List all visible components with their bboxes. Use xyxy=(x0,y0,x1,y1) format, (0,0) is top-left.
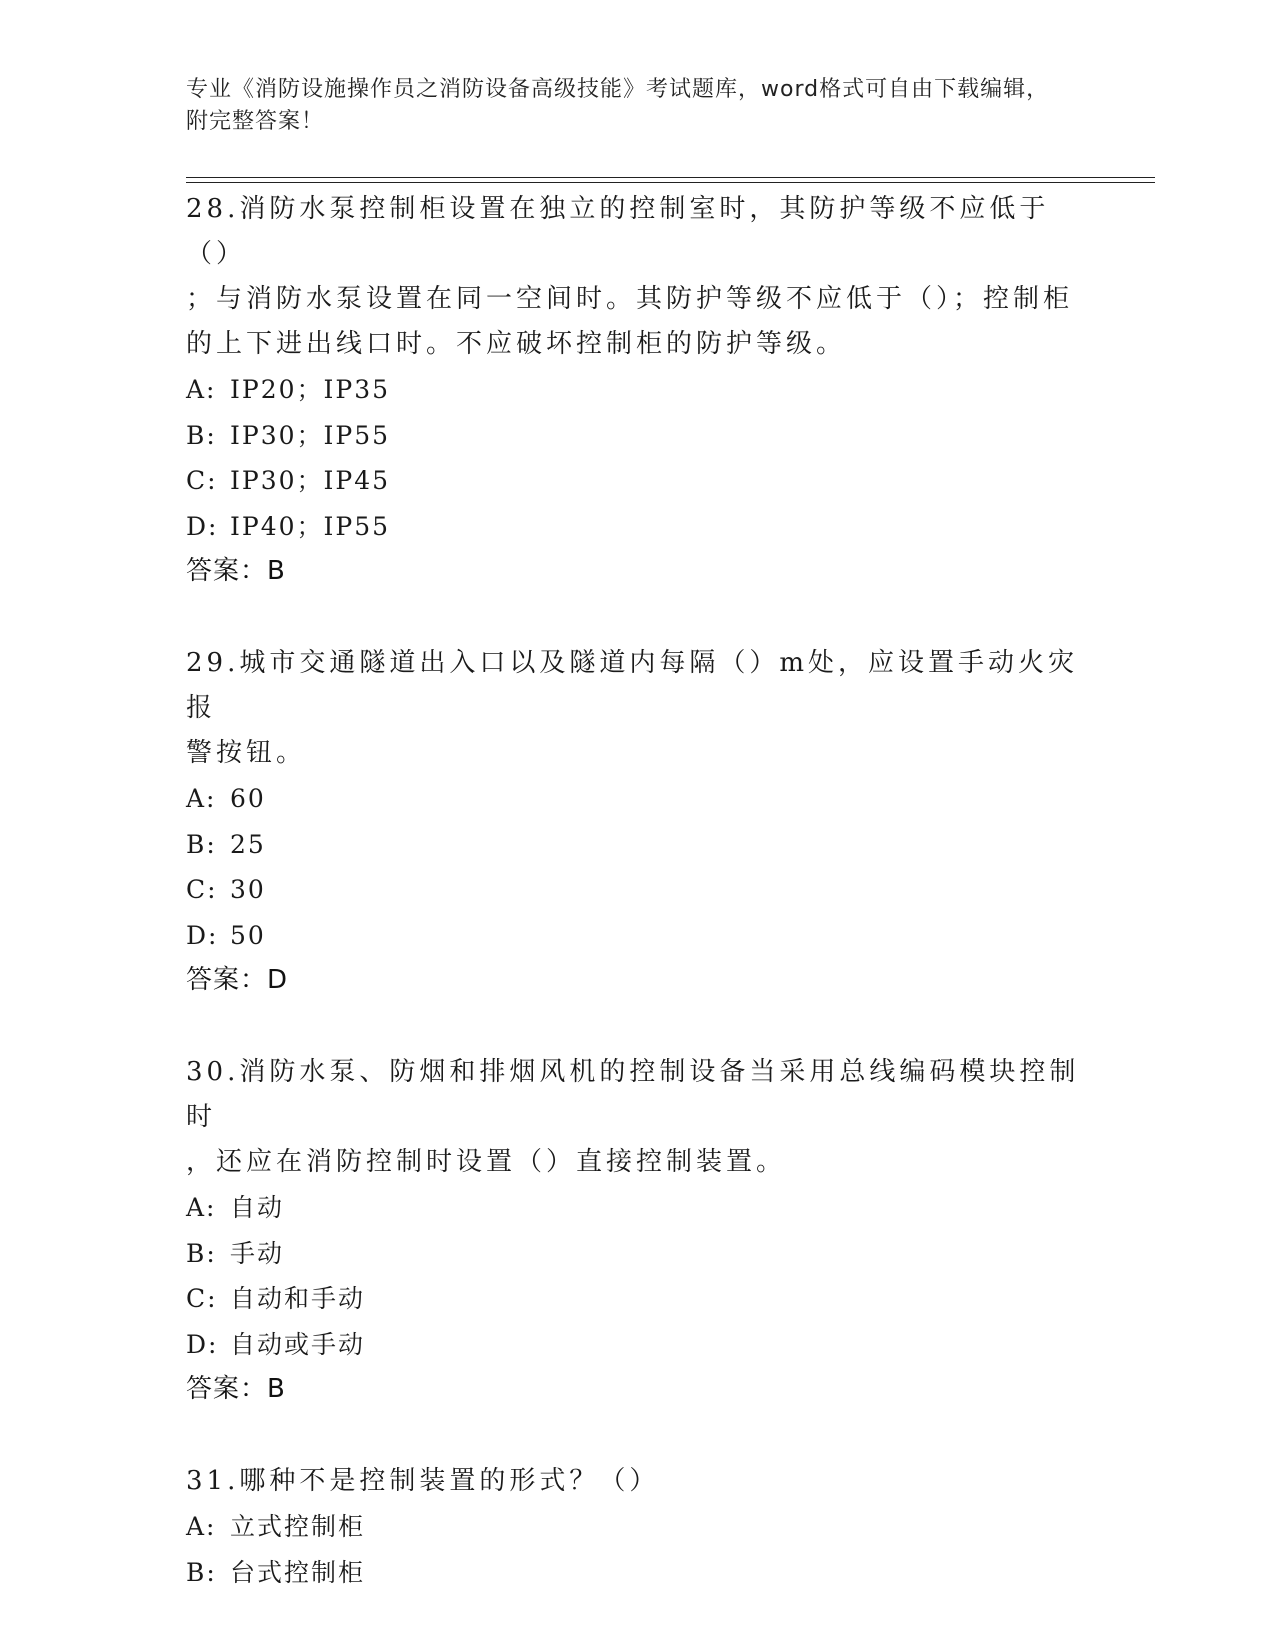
option-key: B: xyxy=(186,829,217,859)
option-key: D: xyxy=(186,511,219,541)
spacer xyxy=(186,594,1086,641)
option-text: 60 xyxy=(230,784,266,813)
option-a xyxy=(186,1185,1086,1231)
option-text: IP40；IP55 xyxy=(230,511,391,541)
option-key: B: xyxy=(186,1238,217,1268)
stem-line: 31.哪种不是控制装置的形式？（） xyxy=(186,1466,660,1496)
option-c xyxy=(186,458,1086,504)
spacer xyxy=(186,1003,1086,1050)
header-divider-top xyxy=(186,177,1155,178)
stem-line: 29.城市交通隧道出入口以及隧道内每隔（）m处，应设置手动火灾报 xyxy=(186,648,1079,723)
option-text: 台式控制柜 xyxy=(230,1557,366,1587)
option-a xyxy=(186,1504,1086,1550)
option-text: 立式控制柜 xyxy=(230,1512,366,1541)
question-30 xyxy=(186,1050,1086,1412)
option-a xyxy=(186,776,1086,822)
option-b xyxy=(186,413,1086,459)
option-d xyxy=(186,913,1086,959)
option-key: A: xyxy=(186,1512,217,1541)
question-29 xyxy=(186,641,1086,1003)
question-list xyxy=(186,187,1086,1595)
option-text: 自动 xyxy=(230,1193,285,1222)
option-text: 自动和手动 xyxy=(230,1284,366,1313)
option-key: A: xyxy=(186,375,217,404)
stem-line: 30.消防水泵、防烟和排烟风机的控制设备当采用总线编码模块控制时 xyxy=(186,1057,1080,1132)
option-text: IP30；IP45 xyxy=(230,466,391,495)
option-text: 30 xyxy=(230,875,266,904)
option-text: 手动 xyxy=(230,1238,285,1268)
option-key: C: xyxy=(186,466,218,495)
option-a xyxy=(186,367,1086,413)
header-divider-bottom xyxy=(186,182,1155,183)
option-key: C: xyxy=(186,1284,218,1313)
option-text: 自动或手动 xyxy=(230,1329,366,1359)
question-stem xyxy=(186,187,1086,367)
stem-line: 警按钮。 xyxy=(186,738,307,768)
option-key: B: xyxy=(186,420,217,450)
option-text: 25 xyxy=(230,829,266,859)
stem-line: ，还应在消防控制时设置（）直接控制装置。 xyxy=(186,1147,787,1177)
question-31 xyxy=(186,1459,1086,1595)
option-key: D: xyxy=(186,1329,219,1359)
stem-line: 的上下进出线口时。不应破坏控制柜的防护等级。 xyxy=(186,329,847,359)
option-text: IP20；IP35 xyxy=(230,375,391,404)
answer-line: 答案：D xyxy=(186,965,289,995)
document-header xyxy=(186,74,1066,138)
option-c xyxy=(186,1276,1086,1322)
option-d xyxy=(186,504,1086,550)
option-b xyxy=(186,1550,1086,1596)
option-text: IP30；IP55 xyxy=(230,420,391,450)
option-key: D: xyxy=(186,920,219,950)
option-key: C: xyxy=(186,875,218,904)
question-stem xyxy=(186,1050,1086,1185)
option-b xyxy=(186,822,1086,868)
answer-line: 答案：B xyxy=(186,1374,286,1404)
option-b xyxy=(186,1231,1086,1277)
answer-line: 答案：B xyxy=(186,556,286,586)
question-stem xyxy=(186,641,1086,776)
option-d xyxy=(186,1322,1086,1368)
question-stem xyxy=(186,1459,1086,1504)
header-text: 专业《消防设施操作员之消防设备高级技能》考试题库，word格式可自由下载编辑，附完整答案！ xyxy=(186,77,1050,134)
option-key: A: xyxy=(186,784,217,813)
stem-line: 28.消防水泵控制柜设置在独立的控制室时，其防护等级不应低于（） xyxy=(186,194,1050,269)
option-key: A: xyxy=(186,1193,217,1222)
question-28 xyxy=(186,187,1086,594)
option-text: 50 xyxy=(230,920,266,950)
option-key: B: xyxy=(186,1557,217,1587)
stem-line: ；与消防水泵设置在同一空间时。其防护等级不应低于（）；控制柜 xyxy=(186,284,1074,314)
option-c xyxy=(186,867,1086,913)
spacer xyxy=(186,1412,1086,1459)
